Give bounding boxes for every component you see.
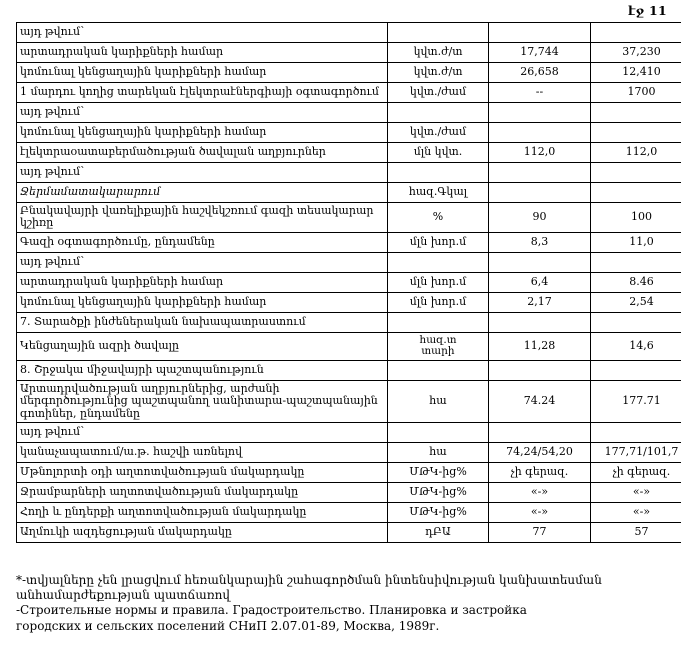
- row-label: Ջերմամատակարարում: [17, 183, 388, 203]
- row-value-existing: [489, 361, 591, 381]
- row-unit: [388, 103, 489, 123]
- row-label: արտադրական կարիքների համար: [17, 43, 388, 63]
- table-row: [17, 361, 681, 381]
- row-value-existing: «-»: [489, 483, 591, 503]
- row-value-existing: չի գերազ.: [489, 463, 591, 483]
- row-value-planned: [591, 123, 681, 143]
- row-value-planned: [591, 163, 681, 183]
- footnote-3: городских и сельских поселений СНиП 2.07.01-89, Москва, 1989г.: [16, 618, 440, 633]
- row-unit: հազ.տ տարի: [388, 332, 489, 361]
- row-value-planned: «-»: [591, 503, 681, 523]
- row-value-planned: [591, 103, 681, 123]
- row-unit: [388, 312, 489, 332]
- row-unit: մլն խոր.մ: [388, 292, 489, 312]
- table-row: [17, 292, 681, 312]
- row-value-existing: [489, 312, 591, 332]
- row-value-existing: [489, 252, 591, 272]
- row-value-planned: [591, 423, 681, 443]
- table-row: [17, 483, 681, 503]
- table-row: [17, 312, 681, 332]
- row-value-planned: 2,54: [591, 292, 681, 312]
- row-label: Կենցաղային ազրի ծավալը: [17, 332, 388, 361]
- row-value-planned: [591, 252, 681, 272]
- row-unit: կվտ./ժամ: [388, 83, 489, 103]
- table-row: [17, 443, 681, 463]
- row-unit: հա: [388, 443, 489, 463]
- row-value-planned: 177.71: [591, 381, 681, 423]
- table-row: [17, 103, 681, 123]
- row-label: Հողի և ընդերքի աղտոտվածության մակարդակը: [17, 503, 388, 523]
- footnote-1: *-տվյալները չեն լրացվում հեռանկարային շահագործման ինտենսիվության կանխատեսման անհամարժեքության պատճառով: [16, 573, 602, 602]
- row-value-existing: 112,0: [489, 143, 591, 163]
- row-label: այդ թվում՝: [17, 163, 388, 183]
- row-label: Աղմուկի ազդեցության մակարդակը: [17, 523, 388, 543]
- table-row: [17, 503, 681, 523]
- row-label: Ջրամբարների աղտոտվածության մակարդակը: [17, 483, 388, 503]
- table-row: [17, 23, 681, 43]
- table-row: [17, 463, 681, 483]
- row-label: այդ թվում՝: [17, 103, 388, 123]
- row-value-existing: [489, 183, 591, 203]
- row-value-existing: «-»: [489, 503, 591, 523]
- row-value-existing: --: [489, 83, 591, 103]
- table-row: [17, 83, 681, 103]
- row-unit: %: [388, 203, 489, 233]
- row-value-planned: 57: [591, 523, 681, 543]
- row-unit: մլն խոր.մ: [388, 232, 489, 252]
- footnotes: [16, 573, 666, 635]
- row-unit: ՄԹԿ-ից%: [388, 503, 489, 523]
- table-row: [17, 123, 681, 143]
- row-label: Բնակավայրի վառելիքային հաշվեկշռում գազի տեսակարար կշիռը: [17, 203, 388, 233]
- row-value-existing: 77: [489, 523, 591, 543]
- row-value-planned: [591, 183, 681, 203]
- table-row: [17, 232, 681, 252]
- row-value-planned: 1700: [591, 83, 681, 103]
- row-value-planned: 14,6: [591, 332, 681, 361]
- row-label: այդ թվում՝: [17, 423, 388, 443]
- row-value-planned: չի գերազ.: [591, 463, 681, 483]
- row-unit: ՄԹԿ-ից%: [388, 463, 489, 483]
- row-unit: [388, 423, 489, 443]
- indicators-table: [16, 22, 681, 543]
- row-unit: դԲԱ: [388, 523, 489, 543]
- footnote-2: -Строительные нормы и правила. Градостроительство. Планировка и застройка: [16, 603, 527, 618]
- row-label: այդ թվում՝: [17, 252, 388, 272]
- table-row: [17, 523, 681, 543]
- row-label: կոմունալ կենցաղային կարիքների համար: [17, 123, 388, 143]
- row-unit: մլն կվտ.: [388, 143, 489, 163]
- table-row: [17, 203, 681, 233]
- row-unit: [388, 163, 489, 183]
- row-value-planned: 8.46: [591, 272, 681, 292]
- row-label: Արտադրվածության աղբյուրներից, արժանի մերգործությունից պաշտպանող սանիտարա-պաշտպանային գոտիներ, ընդամենը: [17, 381, 388, 423]
- row-unit: կվտ.ժ/տ: [388, 63, 489, 83]
- row-label: այդ թվում՝: [17, 23, 388, 43]
- row-value-planned: «-»: [591, 483, 681, 503]
- row-label: 7. Տարածքի ինժեներական նախապատրաստում: [17, 312, 388, 332]
- row-unit: [388, 252, 489, 272]
- table-row: [17, 183, 681, 203]
- table-row: [17, 252, 681, 272]
- row-value-existing: 17,744: [489, 43, 591, 63]
- row-label: էլեկտրաօատաբերմածության ծավալան աղբյուրներ: [17, 143, 388, 163]
- row-unit: մլն խոր.մ: [388, 272, 489, 292]
- row-label: կոմունալ կենցաղային կարիքների համար: [17, 63, 388, 83]
- row-value-existing: 6,4: [489, 272, 591, 292]
- row-label: Մթնոլորտի օդի աղտոտվածության մակարդակը: [17, 463, 388, 483]
- row-value-existing: [489, 103, 591, 123]
- row-value-existing: 11,28: [489, 332, 591, 361]
- page-number: էջ 11: [627, 3, 667, 18]
- row-value-planned: 177,71/101,7: [591, 443, 681, 463]
- table-row: [17, 332, 681, 361]
- row-label: կոմունալ կենցաղային կարիքների համար: [17, 292, 388, 312]
- row-value-planned: 112,0: [591, 143, 681, 163]
- table-row: [17, 163, 681, 183]
- row-label: կանաչապատում/ա.թ. հաշվի առնելով: [17, 443, 388, 463]
- row-label: 1 մարդու կողից տարեկան էլեկտրաէներգիայի օգտագործում: [17, 83, 388, 103]
- row-value-existing: [489, 423, 591, 443]
- row-value-planned: 12,410: [591, 63, 681, 83]
- row-value-existing: [489, 23, 591, 43]
- table-row: [17, 381, 681, 423]
- row-unit: ՄԹԿ-ից%: [388, 483, 489, 503]
- row-value-existing: 26,658: [489, 63, 591, 83]
- row-value-planned: [591, 23, 681, 43]
- row-value-existing: 74.24: [489, 381, 591, 423]
- row-value-planned: 11,0: [591, 232, 681, 252]
- row-label: Գազի օգտագործումը, ընդամենը: [17, 232, 388, 252]
- row-unit: [388, 361, 489, 381]
- row-value-planned: [591, 361, 681, 381]
- table-row: [17, 63, 681, 83]
- table-row: [17, 272, 681, 292]
- row-value-existing: 90: [489, 203, 591, 233]
- row-unit: հա: [388, 381, 489, 423]
- row-value-planned: 100: [591, 203, 681, 233]
- table-row: [17, 43, 681, 63]
- row-value-existing: [489, 163, 591, 183]
- row-value-existing: 2,17: [489, 292, 591, 312]
- table-row: [17, 143, 681, 163]
- row-value-planned: [591, 312, 681, 332]
- table-body: [17, 23, 681, 543]
- table-row: [17, 423, 681, 443]
- row-unit: [388, 23, 489, 43]
- row-label: արտադրական կարիքների համար: [17, 272, 388, 292]
- row-label: 8. Շրջակա միջավայրի պաշտպանություն: [17, 361, 388, 381]
- row-value-existing: [489, 123, 591, 143]
- row-unit: կվտ./ժամ: [388, 123, 489, 143]
- row-unit: կվտ.ժ/տ: [388, 43, 489, 63]
- row-unit: հազ.Գկալ: [388, 183, 489, 203]
- row-value-existing: 8,3: [489, 232, 591, 252]
- row-value-planned: 37,230: [591, 43, 681, 63]
- row-value-existing: 74,24/54,20: [489, 443, 591, 463]
